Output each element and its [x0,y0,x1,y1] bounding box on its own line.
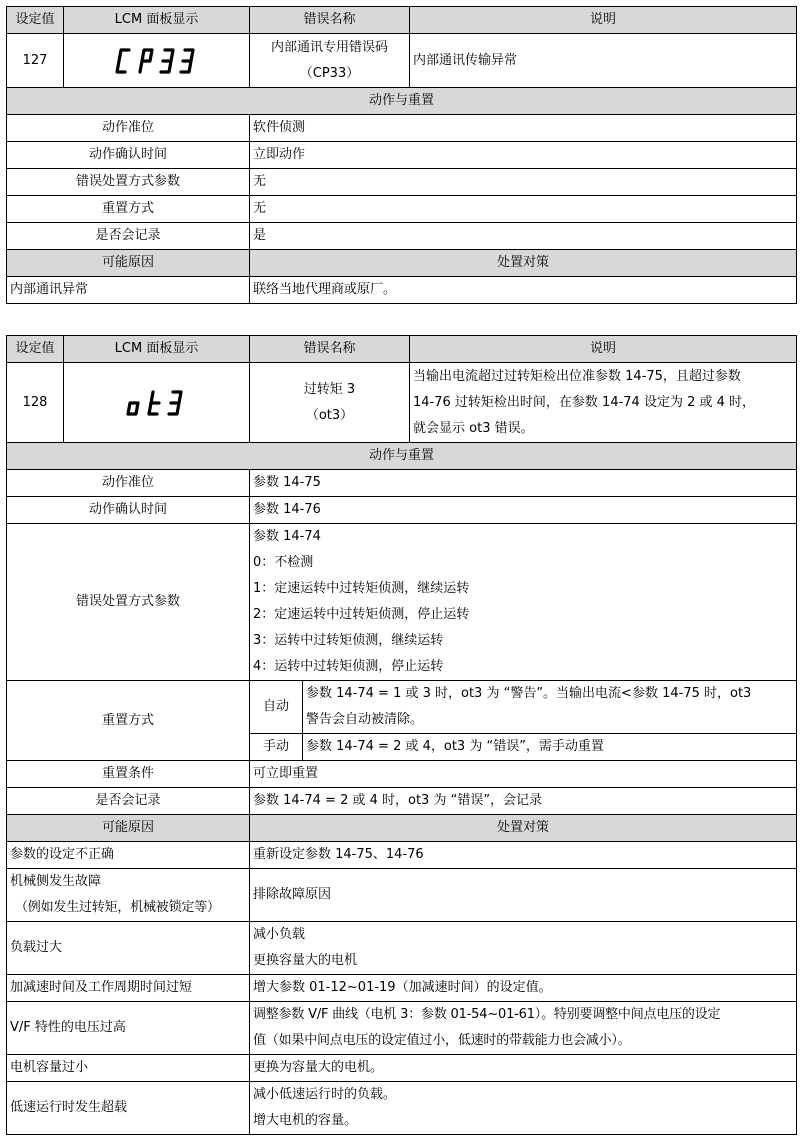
description-line: 14-76 过转矩检出时间，在参数 14-74 设定为 2 或 4 时， [413,394,756,410]
description-line: 当输出电流超过过转矩检出位准参数 14-75，且超过参数 [413,368,741,384]
error-name-line2: （ot3） [305,407,354,423]
reset-auto-label: 自动 [250,681,303,734]
countermeasure-text [250,922,797,975]
row-label-action-level: 动作准位 [7,115,250,142]
countermeasure-line: 调整参数 V/F 曲线（电机 3：参数 01-54~01-61）。特别要调整中间点电压的设定 [253,1007,721,1022]
row-label-reset-condition: 重置条件 [7,761,250,788]
error-table-ot3 [6,335,797,1135]
error-name-line1: 过转矩 3 [303,381,356,397]
error-name-line1: 内部通讯专用错误码 [270,39,388,55]
row-label-confirm-time: 动作确认时间 [7,142,250,169]
reset-manual-text: 参数 14-74 = 2 或 4，ot3 为 “错误”，需手动重置 [303,734,797,761]
lcm-char-3a [161,50,173,72]
row-value-handling: 无 [250,169,797,196]
reset-auto-text [303,681,797,734]
set-value: 127 [7,34,64,88]
handling-line: 0：不检测 [253,555,314,570]
lcm-char-3 [169,392,181,414]
error-name [250,34,410,88]
lcm-display-cp33 [115,46,199,76]
error-name-line2: （CP33） [299,65,360,81]
countermeasure-text [250,1002,797,1055]
section-countermeasures: 处置对策 [250,250,797,277]
section-causes: 可能原因 [7,815,250,842]
lcm-char-p [140,50,152,72]
countermeasure-line: 增大电机的容量。 [253,1113,358,1128]
error-name [250,363,410,443]
handling-line: 4：运转中过转矩侦测，停止运转 [253,659,444,674]
section-countermeasures: 处置对策 [250,815,797,842]
header-description: 说明 [410,336,797,363]
header-error-name: 错误名称 [250,336,410,363]
countermeasure-text: 联络当地代理商或原厂。 [250,277,797,304]
row-value-reset-condition: 可立即重置 [250,761,797,788]
row-label-record: 是否会记录 [7,223,250,250]
error-table-cp33 [6,6,797,304]
header-error-name: 错误名称 [250,7,410,34]
cause-text: 加减速时间及工作周期时间过短 [7,975,250,1002]
cause-text: 负载过大 [7,922,250,975]
header-lcm-display: LCM 面板显示 [64,336,250,363]
header-description: 说明 [410,7,797,34]
reset-auto-line: 警告会自动被清除。 [306,712,424,727]
section-action-reset: 动作与重置 [7,443,797,470]
handling-line: 3：运转中过转矩侦测，继续运转 [253,633,444,648]
row-label-confirm-time: 动作确认时间 [7,497,250,524]
set-value: 128 [7,363,64,443]
row-label-handling: 错误处置方式参数 [7,524,250,681]
countermeasure-text [250,1082,797,1135]
cause-text [7,869,250,922]
cause-text: V/F 特性的电压过高 [7,1002,250,1055]
section-causes: 可能原因 [7,250,250,277]
countermeasure-text: 更换为容量大的电机。 [250,1055,797,1082]
description-line: 就会显示 ot3 错误。 [413,420,534,436]
lcm-char-3b [181,50,193,72]
cause-line: 机械侧发生故障 [10,874,102,889]
header-lcm-display: LCM 面板显示 [64,7,250,34]
description: 内部通讯传输异常 [410,34,797,88]
countermeasure-text: 排除故障原因 [250,869,797,922]
cause-text: 内部通讯异常 [7,277,250,304]
handling-line: 1：定速运转中过转矩侦测，继续运转 [253,581,470,596]
handling-line: 2：定速运转中过转矩侦测，停止运转 [253,607,470,622]
lcm-char-o [128,403,138,414]
row-label-reset: 重置方式 [7,196,250,223]
row-value-action-level: 参数 14-75 [250,470,797,497]
row-value-reset: 无 [250,196,797,223]
row-label-action-level: 动作准位 [7,470,250,497]
handling-line: 参数 14-74 [253,529,321,544]
section-action-reset: 动作与重置 [7,88,797,115]
lcm-char-t [149,392,159,414]
header-set-value: 设定值 [7,336,64,363]
countermeasure-line: 减小负载 [253,927,306,942]
header-set-value: 设定值 [7,7,64,34]
countermeasure-line: 减小低速运行时的负载。 [253,1087,397,1102]
countermeasure-line: 值（如果中间点电压的设定值过小，低速时的带载能力也会减小）。 [253,1033,631,1048]
row-value-action-level: 软件侦测 [250,115,797,142]
cause-text: 电机容量过小 [7,1055,250,1082]
description [410,363,797,443]
row-label-handling: 错误处置方式参数 [7,169,250,196]
reset-manual-label: 手动 [250,734,303,761]
lcm-display-cell [64,363,250,443]
countermeasure-text: 增大参数 01-12~01-19（加减速时间）的设定值。 [250,975,797,1002]
countermeasure-text: 重新设定参数 14-75、14-76 [250,842,797,869]
row-label-record: 是否会记录 [7,788,250,815]
countermeasure-line: 更换容量大的电机 [253,953,358,968]
lcm-display-ot3 [125,388,189,418]
cause-text: 参数的设定不正确 [7,842,250,869]
cause-line: （例如发生过转矩，机械被锁定等） [15,900,220,915]
lcm-char-c [117,50,129,72]
reset-auto-line: 参数 14-74 = 1 或 3 时，ot3 为 “警告”。当输出电流<参数 14-75 时，ot3 [306,686,752,701]
row-value-handling [250,524,797,681]
row-label-reset: 重置方式 [7,681,250,761]
row-value-confirm-time: 参数 14-76 [250,497,797,524]
row-value-confirm-time: 立即动作 [250,142,797,169]
row-value-record: 是 [250,223,797,250]
cause-text: 低速运行时发生超载 [7,1082,250,1135]
lcm-display-cell [64,34,250,88]
row-value-record: 参数 14-74 = 2 或 4 时，ot3 为 “错误”，会记录 [250,788,797,815]
